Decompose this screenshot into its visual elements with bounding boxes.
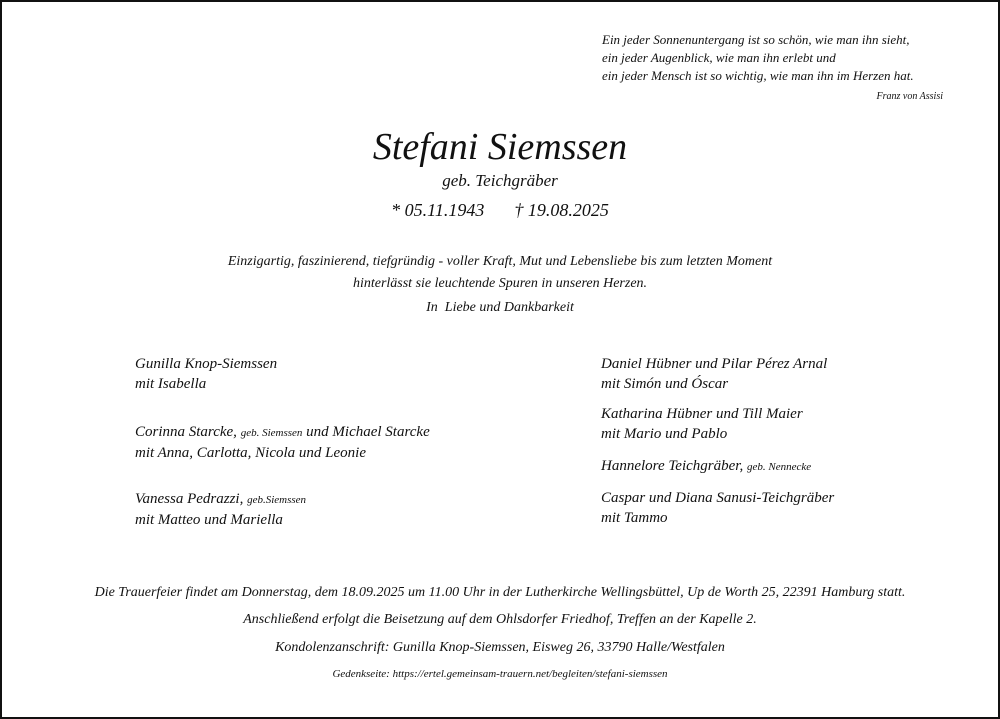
mourner-names: Katharina Hübner und Till Maier <box>601 406 803 422</box>
mourner-group <box>135 422 430 463</box>
tribute-line: Einzigartig, faszinierend, tiefgründig - voller Kraft, Mut und Lebensliebe bis zum letzten Moment <box>227 254 773 269</box>
mourner-group <box>601 456 811 477</box>
mourner-companions: mit Matteo und Mariella <box>135 512 283 528</box>
memorial-page-link[interactable]: Gedenkseite: https://ertel.gemeinsam-trauern.net/begleiten/stefani-siemssen <box>332 668 668 680</box>
mourner-name: Vanessa Pedrazzi, <box>135 491 244 507</box>
closing-words: In Liebe und Dankbarkeit <box>426 300 574 315</box>
maiden-name: geb. Nennecke <box>746 461 812 473</box>
mourner-name: Corinna Starcke, <box>135 424 237 440</box>
tribute-line: hinterlässt sie leuchtende Spuren in unseren Herzen. <box>352 276 648 291</box>
mourner-names <box>135 354 277 374</box>
burial-info: Anschließend erfolgt die Beisetzung auf dem Ohlsdorfer Friedhof, Treffen an der Kapelle 2. <box>243 612 757 627</box>
deceased-name: Stefani Siemssen <box>372 126 628 168</box>
mourner-names: Caspar und Diana Sanusi-Teichgräber <box>601 490 835 506</box>
mourner-companions: mit Tammo <box>601 510 668 526</box>
mourner-group <box>601 354 827 394</box>
mourner-name: Gunilla Knop-Siemssen <box>135 356 278 372</box>
ceremony-info: Die Trauerfeier findet am Donnerstag, dem 18.09.2025 um 11.00 Uhr in der Lutherkirche Wellingsbüttel, Up de Worth 25, 22391 Hamburg statt. <box>94 585 906 600</box>
mourner-companions: mit Isabella <box>135 376 207 392</box>
birth-name: geb. Teichgräber <box>442 171 558 190</box>
life-dates <box>0 200 1000 221</box>
mourner-companions: mit Mario und Pablo <box>601 426 728 442</box>
mourner-group <box>601 404 803 444</box>
tribute-text <box>0 251 1000 295</box>
mourner-names <box>135 489 306 510</box>
mourner-group <box>135 489 306 530</box>
maiden-name: geb.Siemssen <box>247 494 307 506</box>
mourner-name: Hannelore Teichgräber, <box>601 458 744 474</box>
mourner-partner: und Michael Starcke <box>306 424 430 440</box>
quote-line: ein jeder Mensch ist so wichtig, wie man ihn im Herzen hat. <box>602 68 914 83</box>
condolence-address: Kondolenzanschrift: Gunilla Knop-Siemssen, Eisweg 26, 33790 Halle/Westfalen <box>275 640 725 655</box>
quote-author: Franz von Assisi <box>876 91 943 102</box>
epigraph-quote <box>602 31 962 85</box>
mourner-companions: mit Simón und Óscar <box>601 376 729 392</box>
mourner-companions: mit Anna, Carlotta, Nicola und Leonie <box>135 445 366 461</box>
death-date: † 19.08.2025 <box>514 200 609 220</box>
mourner-group <box>601 488 834 528</box>
mourner-group <box>135 354 277 394</box>
maiden-name: geb. Siemssen <box>240 427 303 439</box>
birth-date: * 05.11.1943 <box>391 200 485 220</box>
mourner-names <box>135 422 430 443</box>
quote-line: Ein jeder Sonnenuntergang ist so schön, wie man ihn sieht, <box>602 32 910 47</box>
mourner-names <box>601 456 811 477</box>
mourner-names: Daniel Hübner und Pilar Pérez Arnal <box>601 356 828 372</box>
quote-line: ein jeder Augenblick, wie man ihn erlebt und <box>602 50 836 65</box>
